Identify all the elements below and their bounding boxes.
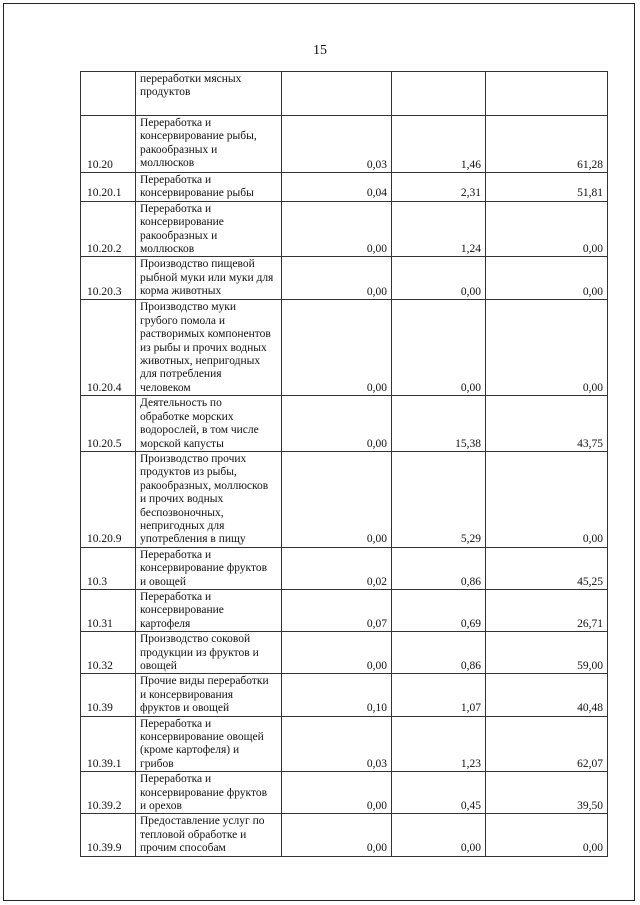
value-col2 [392,72,486,116]
value-col2: 1,07 [392,674,486,716]
value-col2: 1,46 [392,116,486,173]
activity-name: Производство прочих продуктов из рыбы, ракообразных, моллюсков и прочих водных беспозвоночных, непригодных для употребления в пищу [136,451,282,547]
table-body [81,72,608,857]
okved-code: 10.39.2 [81,772,136,814]
value-col3: 0,00 [486,814,608,856]
value-col1: 0,00 [282,632,392,674]
page-number: 15 [313,43,327,58]
value-col3: 62,07 [486,716,608,772]
okved-code: 10.39.1 [81,716,136,772]
value-col3: 39,50 [486,772,608,814]
okved-code: 10.32 [81,632,136,674]
value-col1: 0,00 [282,396,392,452]
value-col2: 0,45 [392,772,486,814]
data-table [80,71,608,857]
okved-code: 10.31 [81,589,136,631]
okved-code: 10.20.3 [81,257,136,300]
table-row [81,716,608,772]
table-row [81,396,608,452]
value-col3 [486,72,608,116]
value-col3: 0,00 [486,300,608,396]
okved-code: 10.20.4 [81,300,136,396]
activity-name: переработки мясных продуктов [136,72,282,116]
okved-code: 10.20.1 [81,173,136,202]
value-col1: 0,00 [282,300,392,396]
value-col1: 0,02 [282,547,392,589]
okved-code: 10.39.9 [81,814,136,856]
table-row [81,300,608,396]
value-col2: 2,31 [392,173,486,202]
okved-code: 10.20.9 [81,451,136,547]
table-row [81,547,608,589]
value-col2: 1,23 [392,716,486,772]
value-col1: 0,00 [282,772,392,814]
value-col2: 0,00 [392,814,486,856]
table-row [81,632,608,674]
activity-name: Деятельность по обработке морских водорослей, в том числе морской капусты [136,396,282,452]
table-row [81,451,608,547]
value-col2: 15,38 [392,396,486,452]
value-col1: 0,04 [282,173,392,202]
value-col3: 26,71 [486,589,608,631]
value-col1: 0,07 [282,589,392,631]
value-col2: 0,00 [392,257,486,300]
value-col3: 0,00 [486,201,608,257]
activity-name: Предоставление услуг по тепловой обработке и прочим способам [136,814,282,856]
activity-name: Переработка и консервирование овощей (кроме картофеля) и грибов [136,716,282,772]
table-row [81,257,608,300]
table-row [81,72,608,116]
value-col1: 0,00 [282,257,392,300]
value-col2: 5,29 [392,451,486,547]
okved-code: 10.20 [81,116,136,173]
value-col3: 45,25 [486,547,608,589]
value-col2: 0,86 [392,632,486,674]
value-col1: 0,00 [282,814,392,856]
value-col2: 1,24 [392,201,486,257]
activity-name: Производство муки грубого помола и растворимых компонентов из рыбы и прочих водных животных, непригодных для потребления человеком [136,300,282,396]
table-row [81,116,608,173]
okved-code [81,72,136,116]
value-col1: 0,03 [282,116,392,173]
value-col1: 0,03 [282,716,392,772]
value-col3: 43,75 [486,396,608,452]
table-row [81,173,608,202]
value-col3: 61,28 [486,116,608,173]
activity-name: Переработка и консервирование рыбы, ракообразных и моллюсков [136,116,282,173]
value-col1 [282,72,392,116]
value-col3: 0,00 [486,257,608,300]
value-col1: 0,00 [282,451,392,547]
table-row [81,772,608,814]
value-col3: 51,81 [486,173,608,202]
activity-name: Производство пищевой рыбной муки или муки для корма животных [136,257,282,300]
table-row [81,674,608,716]
okved-code: 10.3 [81,547,136,589]
activity-name: Переработка и консервирование фруктов и овощей [136,547,282,589]
value-col2: 0,69 [392,589,486,631]
table-row [81,814,608,856]
value-col2: 0,00 [392,300,486,396]
okved-code: 10.20.2 [81,201,136,257]
value-col2: 0,86 [392,547,486,589]
activity-name: Производство соковой продукции из фруктов и овощей [136,632,282,674]
value-col1: 0,00 [282,201,392,257]
activity-name: Переработка и консервирование рыбы [136,173,282,202]
activity-name: Переработка и консервирование ракообразных и моллюсков [136,201,282,257]
value-col3: 0,00 [486,451,608,547]
value-col3: 40,48 [486,674,608,716]
value-col1: 0,10 [282,674,392,716]
okved-code: 10.39 [81,674,136,716]
activity-name: Переработка и консервирование картофеля [136,589,282,631]
activity-name: Прочие виды переработки и консервирования фруктов и овощей [136,674,282,716]
table-row [81,589,608,631]
activity-name: Переработка и консервирование фруктов и орехов [136,772,282,814]
table-row [81,201,608,257]
okved-code: 10.20.5 [81,396,136,452]
value-col3: 59,00 [486,632,608,674]
